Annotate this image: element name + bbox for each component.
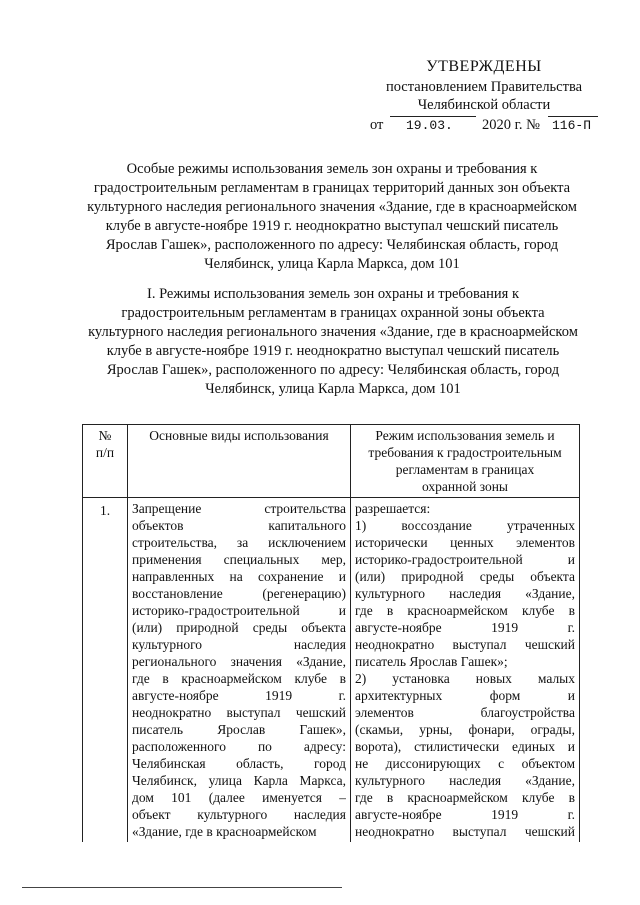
regime-line: (или) природной среды объекта	[355, 569, 575, 584]
header-regime-line: регламентам в границах	[395, 462, 535, 477]
regime-line: ворота), стилистически единых и	[355, 739, 575, 754]
regime-line: где в красноармейском клубе в	[355, 603, 575, 618]
regime-line: культурного наследия «Здание,	[355, 773, 575, 788]
section-line: Ярослав Гашек», расположенного по адресу: Челябинская область, город	[106, 362, 560, 378]
footer-divider	[22, 887, 342, 888]
table-row	[83, 498, 580, 843]
regime-line: (скамьи, урны, фонари, ограды,	[355, 722, 575, 737]
regime-line: писатель Ярослав Гашек»;	[355, 654, 508, 669]
row-use-types	[128, 498, 351, 843]
header-use-types	[128, 425, 351, 498]
document-number: 116-П	[552, 118, 592, 133]
regime-line: разрешается:	[355, 501, 431, 516]
use-line: объектов капитального	[132, 518, 346, 533]
regime-line: не диссонирующих с объектом	[355, 756, 575, 771]
use-line: «Здание, где в красноармейском	[132, 824, 317, 839]
use-line: дом 101 (далее именуется –	[132, 790, 346, 805]
row-number: 1.	[83, 498, 128, 843]
header-number-sign: №	[98, 428, 112, 443]
header-use-types-label: Основные виды использования	[149, 428, 329, 443]
section-heading	[78, 285, 588, 399]
use-line: объект культурного наследия	[132, 807, 346, 822]
regime-line: где в красноармейском клубе в	[355, 790, 575, 805]
use-line: Запрещение строительства	[132, 501, 346, 516]
approval-issuer: постановлением Правительства	[385, 79, 583, 95]
regime-line: исторически ценных элементов	[355, 535, 575, 550]
use-line: восстановление (регенерацию)	[132, 586, 346, 601]
title-line: Особые режимы использования земель зон охраны и требования к	[126, 161, 538, 177]
section-line: культурного наследия регионального значения «Здание, где в красноармейском	[88, 324, 578, 340]
regime-line: архитектурных форм и	[355, 688, 575, 703]
title-line: Ярослав Гашек», расположенного по адресу: Челябинская область, город	[105, 237, 559, 253]
use-line: строительства, за исключением	[132, 535, 346, 550]
regime-table	[82, 424, 580, 842]
section-line: Челябинск, улица Карла Маркса, дом 101	[205, 381, 461, 397]
use-line: культурного наследия	[132, 637, 346, 652]
regime-line: элементов благоустройства	[355, 705, 575, 720]
regime-line: неоднократно выступал чешский	[355, 637, 575, 652]
use-line: неоднократно выступал чешский	[132, 705, 346, 720]
section-line: I. Режимы использования земель зон охраны и требования к	[146, 286, 519, 302]
header-regime-line: охранной зоны	[421, 479, 508, 494]
header-number	[83, 425, 128, 498]
date-value: 19.03.	[406, 118, 453, 133]
use-line: применения специальных мер,	[132, 552, 346, 567]
date-prefix: от	[370, 117, 384, 133]
use-line: где в красноармейском клубе в	[132, 671, 346, 686]
title-line: Челябинск, улица Карла Маркса, дом 101	[204, 256, 460, 272]
use-line: августе-ноябре 1919 г.	[132, 688, 346, 703]
use-line: (или) природной среды объекта	[132, 620, 346, 635]
approval-block	[370, 58, 598, 136]
regime-line: 1) воссоздание утраченных	[355, 518, 575, 533]
use-line: направленных на сохранение и	[132, 569, 346, 584]
table-header-row	[83, 425, 580, 498]
regime-line: культурного наследия «Здание,	[355, 586, 575, 601]
approval-region: Челябинской области	[417, 97, 551, 113]
section-line: градостроительным регламентам в границах охранной зоны объекта	[121, 305, 545, 321]
use-line: писатель Ярослав Гашек»,	[132, 722, 346, 737]
header-regime	[351, 425, 580, 498]
use-line: историко-градостроительной и	[132, 603, 346, 618]
regime-line: августе-ноябре 1919 г.	[355, 620, 575, 635]
use-line: Челябинская область, город	[132, 756, 346, 771]
regime-line: 2) установка новых малых	[355, 671, 575, 686]
header-number-abbr: п/п	[95, 445, 115, 460]
title-line: клубе в августе-ноябре 1919 г. неоднократно выступал чешский писатель	[105, 218, 559, 234]
approval-date-line	[370, 116, 598, 136]
approval-heading: УТВЕРЖДЕНЫ	[426, 58, 542, 75]
row-regime	[351, 498, 580, 843]
header-regime-line: Режим использования земель и	[375, 428, 555, 443]
year-text: 2020 г. №	[482, 117, 541, 133]
header-regime-line: требования к градостроительным	[368, 445, 562, 460]
title-line: градостроительным регламентам в границах территорий данных зон объекта	[93, 180, 571, 196]
regime-line: историко-градостроительной и	[355, 552, 575, 567]
regime-line: августе-ноябре 1919 г.	[355, 807, 575, 822]
use-line: регионального значения «Здание,	[132, 654, 346, 669]
use-line: Челябинск, улица Карла Маркса,	[132, 773, 346, 788]
title-line: культурного наследия регионального значения «Здание, где в красноармейском	[87, 199, 577, 215]
document-title	[62, 160, 602, 274]
use-line: расположенного по адресу:	[132, 739, 346, 754]
section-line: клубе в августе-ноябре 1919 г. неоднократно выступал чешский писатель	[106, 343, 560, 359]
regime-line: неоднократно выступал чешский	[355, 824, 575, 839]
